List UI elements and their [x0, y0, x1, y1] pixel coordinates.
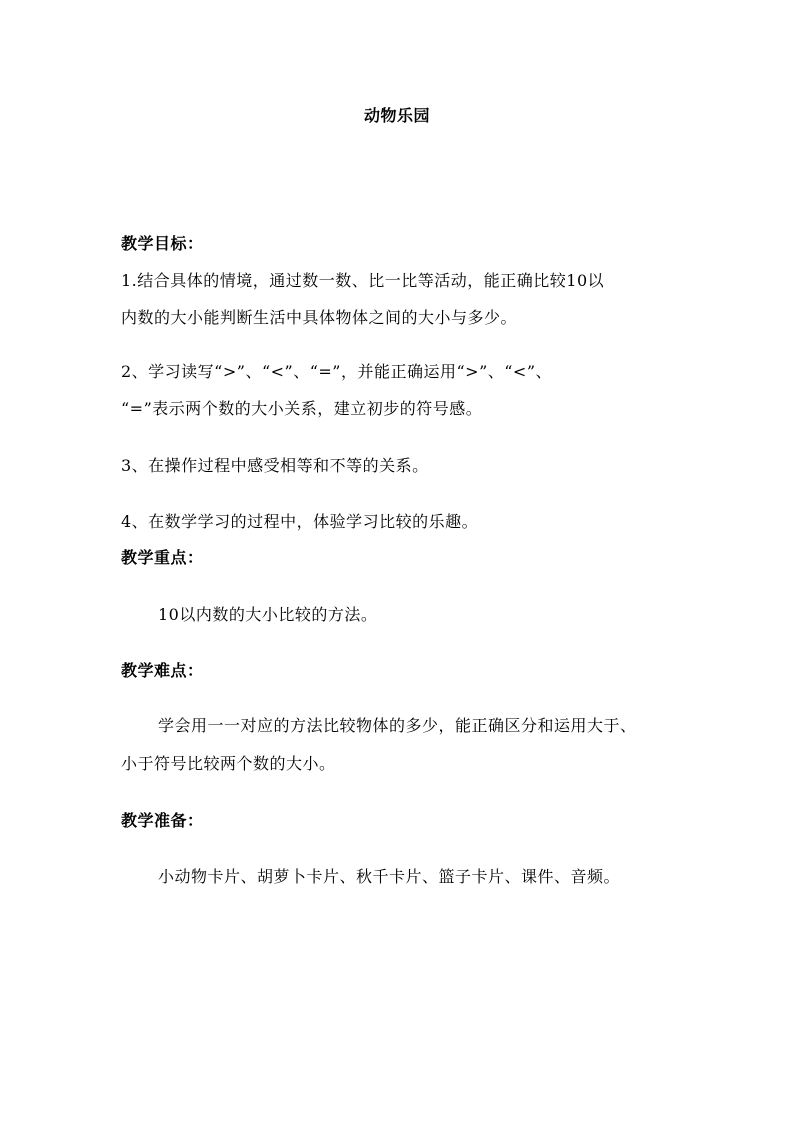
difficulties-line-1: 学会用一一对应的方法比较物体的多少，能正确区分和运用大于、	[158, 716, 637, 735]
preparation-text: 小动物卡片、胡萝卜卡片、秋千卡片、篮子卡片、课件、音频。	[158, 867, 621, 886]
objectives-heading: 教学目标：	[121, 234, 204, 253]
objective-2-line-1: 2、学习读写“>”、“<”、“=”，并能正确运用“>”、“<”、	[121, 362, 553, 381]
key-points-text: 10以内数的大小比较的方法。	[158, 605, 378, 624]
objective-1-line-1: 1.结合具体的情境，通过数一数、比一比等活动，能正确比较10以	[121, 271, 605, 290]
objective-2-line-2: “=”表示两个数的大小关系，建立初步的符号感。	[121, 399, 483, 418]
objective-4: 4、在数学学习的过程中，体验学习比较的乐趣。	[121, 512, 479, 531]
objective-1-line-2: 内数的大小能判断生活中具体物体之间的大小与多少。	[121, 308, 518, 327]
key-points-heading: 教学重点：	[121, 548, 204, 567]
page-title: 动物乐园	[363, 106, 430, 125]
preparation-heading: 教学准备：	[121, 811, 204, 830]
difficulties-heading: 教学难点：	[121, 661, 204, 680]
difficulties-line-2: 小于符号比较两个数的大小。	[121, 754, 336, 773]
objective-3: 3、在操作过程中感受相等和不等的关系。	[121, 456, 429, 475]
